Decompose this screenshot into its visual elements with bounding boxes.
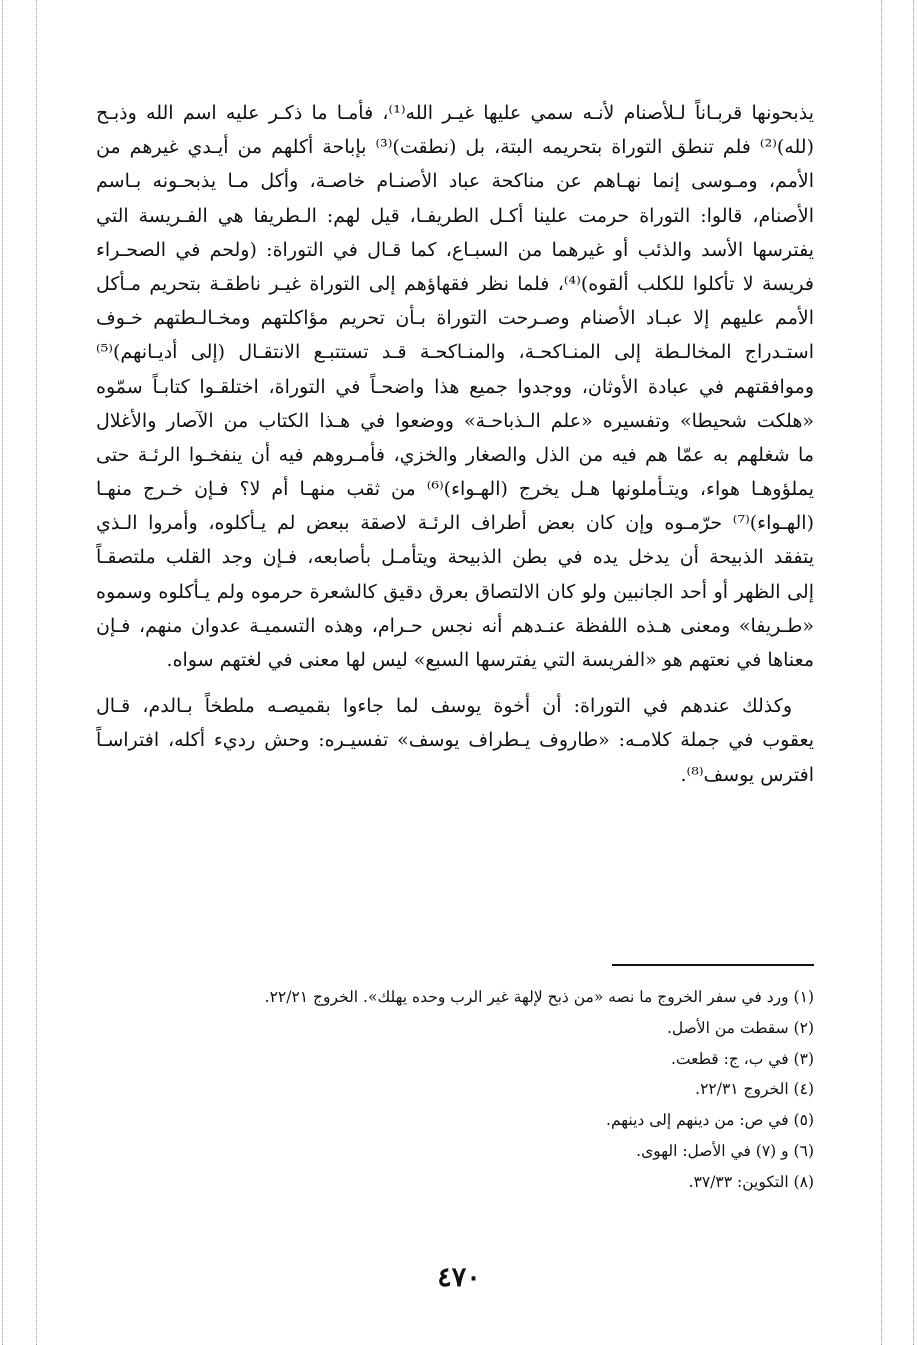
text-line: معناها في نعتهم هو «الفريسة التي يفترسها السبع» ليس لها معنى في لغتهم سواه. (166, 649, 814, 671)
text-line: الأمم عليهم إلا عبـاد الأصنام وصـرحت التوراة بـأن تحريم مؤاكلتهم ومخـالـطتهم خـوف (96, 307, 814, 330)
text-line: استـدراج المخالـطة إلى المنـاكحـة، والمنـاكحـة قـد تستتبـع الانتقـال (إلى أديـانهم)⁽⁵⁾ (96, 341, 814, 364)
text-line: يملؤوهـا هواء، ويتـأملونها هـل يخرج (الهـواء)⁽⁶⁾ من ثقب منهـا أم لا؟ فـإن خـرج منهـا (96, 478, 814, 501)
text-line: يعقوب في جملة كلامـه: «طاروف يـطراف يوسف» تفسيـره: وحش رديء أكله، افتراسـاً (96, 729, 814, 752)
paragraph (96, 689, 814, 792)
text-line: إلى الظهر أو أحد الجانبين ولو كان الالتصاق بعرق دقيق كالشعرة حرموه ولم يـأكلوه وسموه (96, 580, 814, 603)
page-number: ٤٧٠ (437, 1262, 481, 1293)
footnote: (٥) في ص: من دينهم إلى دينهم. (606, 1111, 814, 1130)
text-line: الأصنام، قالوا: التوراة حرمت علينا أكـل الطريفـا، قيل لهم: الـطريفا هي الفـريسة التي (96, 204, 814, 227)
text-line: يفترسها الأسد والذئب أو غيرهما من السبـاع، كما قـال في التوراة: (ولحم في الصحـراء (96, 238, 814, 261)
footnote: (١) ورد في سفر الخروج ما نصه «من ذبح لإلهة غير الرب وحده يهلك». الخروج ٢٢/٢١. (264, 988, 814, 1006)
scan-edge-line (2, 0, 3, 1345)
text-line: يتفقد الذبيحة أن يدخل يده في بطن الذبيحة ويتأمـل بأصابعه، فـإن وجد القلب ملتصقـاً (96, 546, 814, 569)
scan-edge-line (36, 0, 37, 1345)
footnote: (٤) الخروج ٢٢/٣١. (695, 1080, 814, 1099)
main-text (96, 96, 814, 792)
footnotes (150, 982, 814, 1198)
scan-edge-line (913, 0, 914, 1345)
footnote: (٦) و (٧) في الأصل: الهوى. (636, 1141, 814, 1160)
scan-edge-line (881, 0, 882, 1345)
text-line: «هلكت شحيطا» وتفسيره «علم الـذباحـة» ووضعوا في هـذا الكتاب من الآصار والأغلال (96, 409, 814, 432)
text-line: (لله)⁽²⁾ فلم تنطق التوراة بتحريمه البتة، بل (نطقت)⁽³⁾ بإباحة أكلهم من أيـدي غيرهم من (96, 136, 814, 159)
paragraph (96, 96, 814, 677)
text-line: وكذلك عندهم في التوراة: أن أخوة يوسف لما جاءوا بقميصـه ملطخاً بـالدم، قـال (96, 695, 792, 718)
footnote: (٣) في ب، ج: قطعت. (670, 1049, 814, 1068)
text-line: فريسة لا تأكلوا للكلب ألقوه)⁽⁴⁾، فلما نظر فقهاؤهم إلى التوراة غيـر ناطقـة بتحريم مـأكل (96, 272, 814, 295)
footnote: (٢) سقطت من الأصل. (666, 1018, 814, 1037)
footnote-separator (612, 964, 814, 966)
text-line: (الهـواء)⁽⁷⁾ حرّمـوه وإن كان بعض أطراف الرئـة لاصقة ببعض لم يـأكلوه، وأمروا الـذي (96, 512, 814, 535)
footnote: (٨) التكوين: ٣٧/٣٣. (688, 1172, 814, 1191)
text-line: ما شغلهم به عمّا هم فيه من الذل والصغار والخزي، فأمـروهم فيه أن ينفخـوا الرئـة حتى (96, 443, 814, 466)
text-line: افترس يوسف⁽⁸⁾. (680, 763, 814, 786)
text-line: «طـريفا» ومعنى هـذه اللفظة عنـدهم أنه نجس حـرام، وهذه التسميـة عدوان منهم، فـإن (96, 614, 814, 637)
text-line: وموافقتهم في عبادة الأوثان، ووجدوا جميع هذا واضحـاً في التوراة، اختلقـوا كتابـاً سمّوه (96, 375, 814, 398)
paragraph-gap (96, 677, 814, 689)
text-line: يذبحونها قربـاناً لـلأصنام لأنـه سمي عليها غيـر الله⁽¹⁾، فأمـا ما ذكـر عليه اسم الله وذبـح (96, 102, 814, 124)
text-line: الأمم، ومـوسى إنما نهـاهم عن مناكحة عباد الأصنـام خاصـة، وأكل مـا يذبحـونه بـاسم (96, 170, 814, 193)
